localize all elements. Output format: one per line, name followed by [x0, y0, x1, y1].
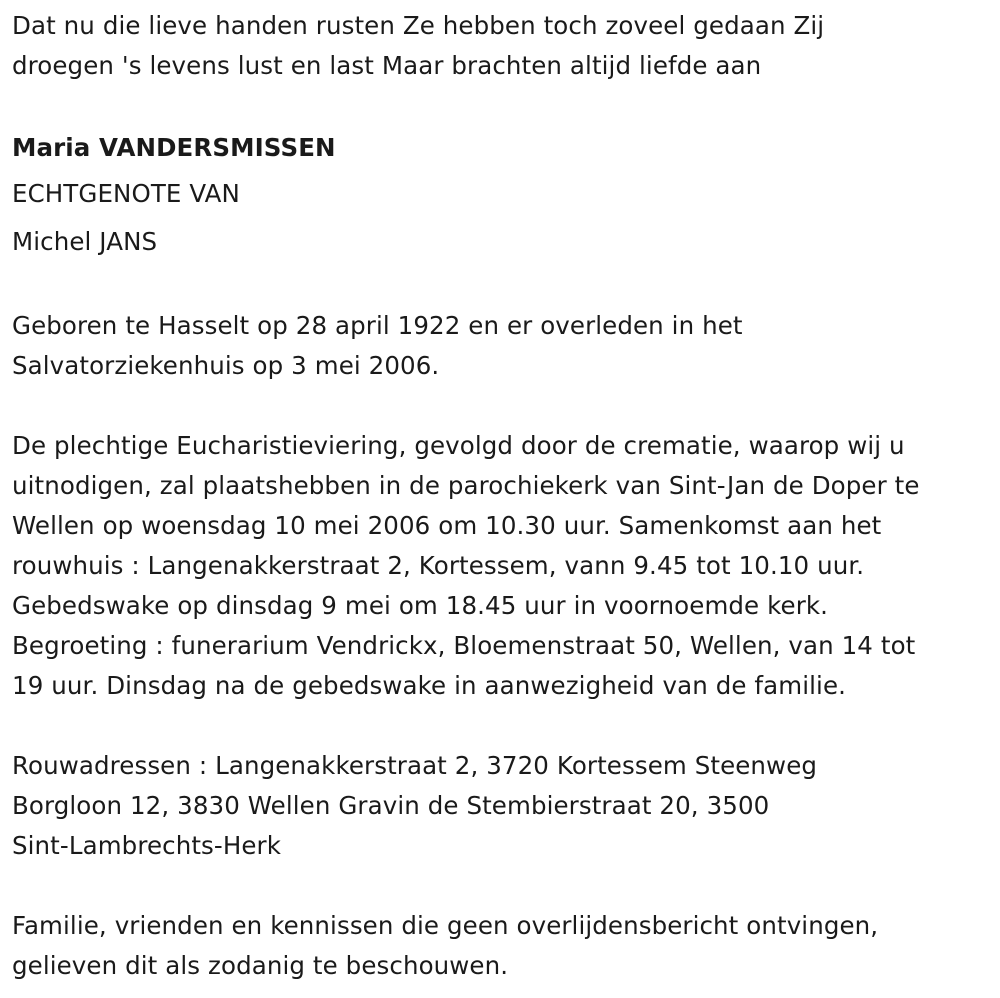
ceremony-line: Begroeting : funerarium Vendrickx, Bloemenstraat 50, Wellen, van 14 tot	[12, 631, 916, 660]
ceremony-section	[12, 426, 988, 706]
address-line: Rouwadressen : Langenakkerstraat 2, 3720 Kortessem Steenweg	[12, 751, 818, 780]
birth-death-section	[12, 306, 988, 386]
closing-section	[12, 906, 988, 986]
spouse-name: Michel JANS	[12, 227, 158, 256]
ceremony-line: Wellen op woensdag 10 mei 2006 om 10.30 uur. Samenkomst aan het	[12, 511, 882, 540]
birth-death-line: Salvatorziekenhuis op 3 mei 2006.	[12, 351, 440, 380]
closing-line: gelieven dit als zodanig te beschouwen.	[12, 951, 509, 980]
poem-line: Dat nu die lieve handen rusten Ze hebben toch zoveel gedaan Zij	[12, 11, 825, 40]
relation-label: ECHTGENOTE VAN	[12, 179, 240, 208]
deceased-name: Maria VANDERSMISSEN	[12, 133, 336, 162]
ceremony-line: 19 uur. Dinsdag na de gebedswake in aanwezigheid van de familie.	[12, 671, 847, 700]
deceased-section	[12, 126, 988, 266]
ceremony-line: De plechtige Eucharistieviering, gevolgd door de crematie, waarop wij u	[12, 431, 905, 460]
poem-line: droegen 's levens lust en last Maar brachten altijd liefde aan	[12, 51, 762, 80]
address-line: Sint-Lambrechts-Herk	[12, 831, 281, 860]
birth-death-line: Geboren te Hasselt op 28 april 1922 en er overleden in het	[12, 311, 743, 340]
ceremony-line: Gebedswake op dinsdag 9 mei om 18.45 uur in voornoemde kerk.	[12, 591, 829, 620]
poem-section	[12, 6, 988, 86]
ceremony-line: rouwhuis : Langenakkerstraat 2, Kortessem, vann 9.45 tot 10.10 uur.	[12, 551, 865, 580]
addresses-section	[12, 746, 988, 866]
ceremony-line: uitnodigen, zal plaatshebben in de parochiekerk van Sint-Jan de Doper te	[12, 471, 920, 500]
address-line: Borgloon 12, 3830 Wellen Gravin de Stembierstraat 20, 3500	[12, 791, 770, 820]
closing-line: Familie, vrienden en kennissen die geen overlijdensbericht ontvingen,	[12, 911, 879, 940]
